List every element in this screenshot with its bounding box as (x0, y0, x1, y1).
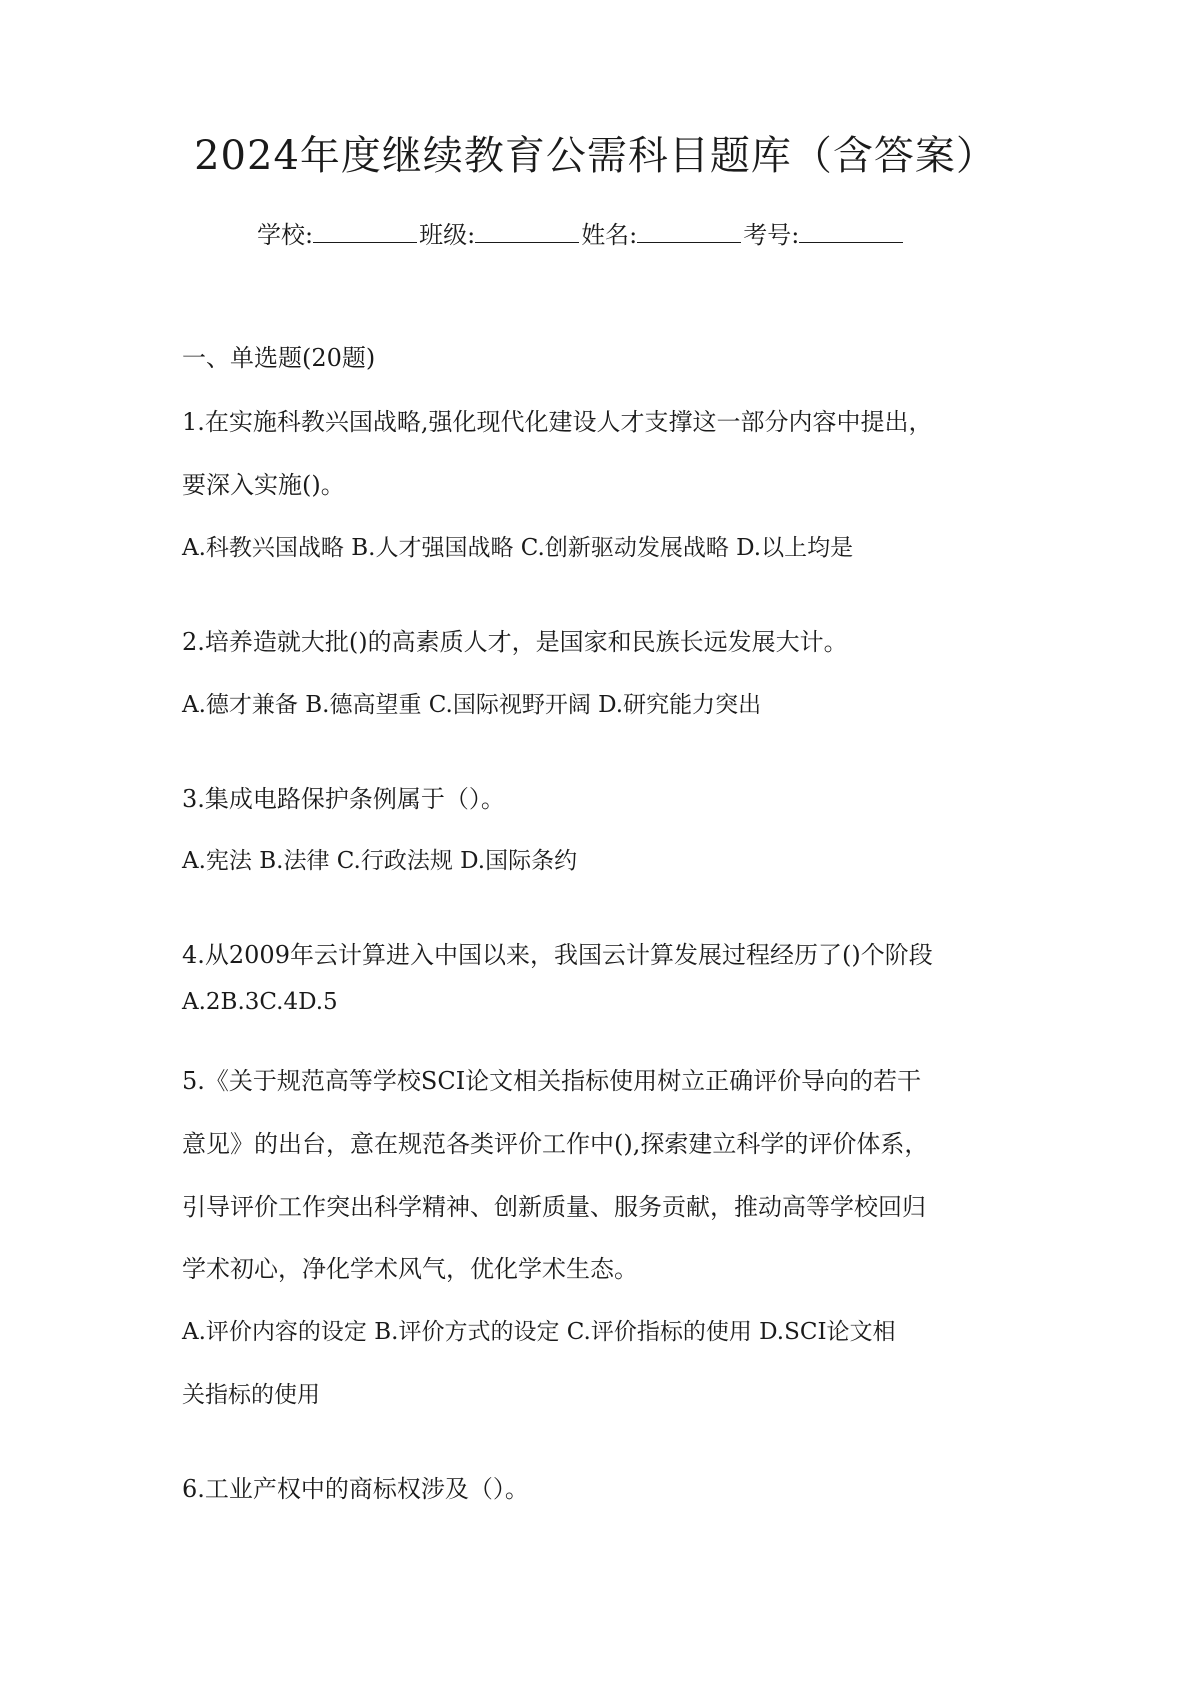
question-5-options-line-1: A.评价内容的设定 B.评价方式的设定 C.评价指标的使用 D.SCI论文相 (182, 1319, 896, 1345)
question-5-text-line-1: 5.《关于规范高等学校SCI论文相关指标使用树立正确评价导向的若干 (182, 1067, 922, 1095)
question-6-text-line-1: 6.工业产权中的商标权涉及（）。 (182, 1475, 529, 1503)
question-5-text-line-2: 意见》的出台，意在规范各类评价工作中(),探索建立科学的评价体系， (182, 1130, 929, 1158)
exam-number-blank (799, 218, 903, 243)
class-label: 班级: (419, 221, 476, 249)
question-3-options: A.宪法 B.法律 C.行政法规 D.国际条约 (182, 848, 578, 874)
question-1-text-line-1: 1.在实施科教兴国战略,强化现代化建设人才支撑这一部分内容中提出， (182, 408, 933, 436)
question-3-text-line-1: 3.集成电路保护条例属于（）。 (182, 785, 505, 813)
question-1-text-line-2: 要深入实施()。 (182, 471, 345, 499)
school-blank (313, 218, 417, 243)
question-5-text-line-4: 学术初心，净化学术风气，优化学术生态。 (182, 1255, 638, 1283)
question-2-options: A.德才兼备 B.德高望重 C.国际视野开阔 D.研究能力突出 (182, 692, 762, 718)
question-4-options: A.2B.3C.4D.5 (182, 989, 338, 1015)
question-4-text-line-1: 4.从2009年云计算进入中国以来，我国云计算发展过程经历了()个阶段 (182, 941, 933, 969)
name-blank (637, 218, 741, 243)
class-blank (475, 218, 579, 243)
school-label: 学校: (257, 221, 314, 249)
name-label: 姓名: (581, 221, 638, 249)
document-title: 2024年度继续教育公需科目题库（含答案） (194, 133, 997, 179)
question-1-options: A.科教兴国战略 B.人才强国战略 C.创新驱动发展战略 D.以上均是 (182, 535, 854, 561)
section-heading: 一、单选题(20题) (182, 344, 376, 372)
question-5-options-line-2: 关指标的使用 (182, 1382, 320, 1408)
exam-number-label: 考号: (743, 221, 800, 249)
question-2-text-line-1: 2.培养造就大批()的高素质人才，是国家和民族长远发展大计。 (182, 628, 848, 656)
student-info-row (257, 217, 905, 253)
question-5-text-line-3: 引导评价工作突出科学精神、创新质量、服务贡献，推动高等学校回归 (182, 1193, 926, 1221)
